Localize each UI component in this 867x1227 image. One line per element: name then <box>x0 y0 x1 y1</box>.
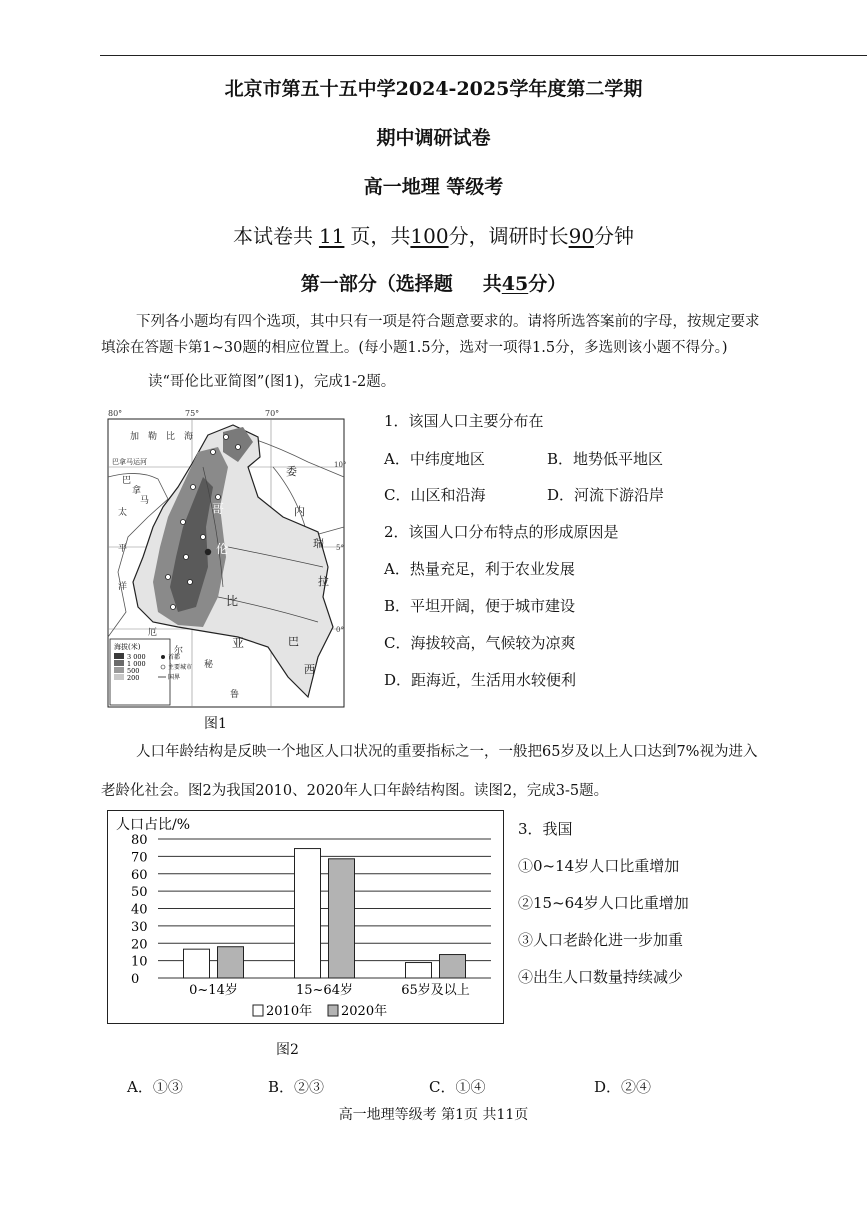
instruction-line-1: 下列各小题均有四个选项，其中只有一项是符合题意要求的。请将所选答案前的字母，按规定要求 <box>136 314 760 330</box>
duration: 90 <box>568 224 595 248</box>
legend-label: 2020年 <box>341 1004 388 1019</box>
reading-prompt-1: 读“哥伦比亚简图”(图1)，完成1-2题。 <box>148 374 396 390</box>
info-text: 本试卷共 <box>232 224 313 248</box>
info-text: 分，调研时长 <box>448 224 569 248</box>
q3-item-4: ④出生人口数量持续减少 <box>518 968 684 986</box>
q3-option-d: D．②④ <box>594 1078 652 1096</box>
place-label: 加 <box>130 432 140 442</box>
place-label: 巴拿马运河 <box>112 458 147 466</box>
y-tick-label: 0 <box>131 972 140 987</box>
instruction-line-2: 填涂在答题卡第1~30题的相应位置上。(每小题1.5分，选对一项得1.5分，多选则该小题不得分。) <box>101 340 728 356</box>
part-label: 共 <box>482 273 502 295</box>
part-one-heading <box>0 269 867 296</box>
legend-level: 3 000 <box>127 653 146 661</box>
q3-item-1: ①0~14岁人口比重增加 <box>518 857 680 875</box>
q1-option-b: B．地势低平地区 <box>547 450 664 468</box>
x-tick-label: 15~64岁 <box>296 983 353 998</box>
q1-option-d: D．河流下游沿岸 <box>547 486 665 504</box>
lat-label: 5° <box>336 544 344 552</box>
y-tick-label: 70 <box>131 850 148 866</box>
place-label: 巴 <box>288 635 299 648</box>
q2-option-d: D．距海近，生活用水较便利 <box>384 671 577 689</box>
part-label: 第一部分（选择题 <box>300 273 453 295</box>
figure-2-chart <box>107 810 504 1024</box>
q1-option-c: C．山区和沿海 <box>384 486 486 504</box>
place-label: 巴 <box>122 476 132 486</box>
q2-option-c: C．海拔较高，气候较为凉爽 <box>384 634 576 652</box>
info-text: 页，共 <box>350 224 411 248</box>
q3-option-c: C．①④ <box>429 1078 486 1096</box>
bar-2010年-0~14岁 <box>184 949 210 978</box>
part-label: 分） <box>528 273 567 295</box>
figure-1-caption: 图1 <box>204 716 227 732</box>
place-label: 厄 <box>148 628 158 638</box>
place-label: 瑞 <box>313 537 324 550</box>
total-score: 100 <box>410 224 449 248</box>
top-rule <box>100 55 867 56</box>
place-label: 哥 <box>212 502 225 516</box>
lon-label: 70° <box>265 409 280 418</box>
page-count: 11 <box>318 224 345 248</box>
place-label: 伦 <box>216 542 229 556</box>
q1-option-a: A．中纬度地区 <box>384 450 485 468</box>
q3-item-3: ③人口老龄化进一步加重 <box>518 931 684 949</box>
q2-option-b: B．平坦开阔，便于城市建设 <box>384 597 576 615</box>
y-tick-label: 60 <box>131 867 148 883</box>
q2-option-a: A．热量充足，利于农业发展 <box>384 560 575 578</box>
place-label: 内 <box>294 505 305 518</box>
bar-2010年-65岁及以上 <box>406 963 432 978</box>
legend-label: 2010年 <box>266 1004 313 1019</box>
legend-swatch <box>253 1005 263 1016</box>
colombia-map <box>108 407 347 707</box>
lon-label: 75° <box>185 409 200 418</box>
legend-level: 200 <box>127 674 140 682</box>
place-label: 尔 <box>174 646 184 656</box>
legend-level: 500 <box>127 667 140 675</box>
y-axis-label: 人口占比/% <box>116 817 191 833</box>
place-label: 勒 <box>148 432 158 442</box>
q2-stem: 2．该国人口分布特点的形成原因是 <box>384 523 619 541</box>
info-text: 分钟 <box>594 224 635 248</box>
place-label: 西 <box>304 663 315 676</box>
q3-option-b: B．②③ <box>268 1078 325 1096</box>
lat-label: 0° <box>336 626 344 634</box>
place-label: 拉 <box>318 575 329 588</box>
legend-title: 海拔(米) <box>114 643 141 651</box>
figure-2-caption: 图2 <box>276 1042 299 1058</box>
y-tick-label: 30 <box>131 919 148 935</box>
capital-marker <box>205 549 211 555</box>
y-tick-label: 10 <box>131 954 148 970</box>
q3-option-a: A．①③ <box>127 1078 183 1096</box>
bar-2020年-0~14岁 <box>218 947 244 978</box>
place-label: 鲁 <box>230 690 240 700</box>
page-footer: 高一地理等级考 第1页 共11页 <box>338 1107 529 1123</box>
legend-capital: 首都 <box>168 654 181 661</box>
legend-level: 1 000 <box>127 660 146 668</box>
place-label: 洋 <box>118 582 128 592</box>
y-tick-label: 40 <box>131 902 148 918</box>
place-label: 比 <box>226 594 239 608</box>
place-label: 亚 <box>232 636 245 650</box>
age-structure-chart <box>108 811 503 1023</box>
bar-2020年-65岁及以上 <box>440 955 466 978</box>
bar-2020年-15~64岁 <box>329 859 355 978</box>
x-tick-label: 0~14岁 <box>189 983 238 998</box>
part-score: 45 <box>501 273 529 295</box>
place-label: 海 <box>184 432 194 442</box>
y-tick-label: 50 <box>131 885 148 901</box>
y-tick-label: 20 <box>131 937 148 953</box>
intro2-line-2: 老龄化社会。图2为我国2010、2020年人口年龄结构图。读图2，完成3-5题。 <box>101 783 609 799</box>
exam-info <box>0 220 867 249</box>
legend-swatch <box>328 1005 338 1016</box>
exam-school-title: 北京市第五十五中学2024-2025学年度第二学期 <box>224 78 643 100</box>
place-label: 平 <box>118 544 128 554</box>
place-label: 拿 <box>132 486 142 496</box>
y-tick-label: 80 <box>131 833 148 848</box>
legend-border: 国界 <box>168 674 181 681</box>
bar-2010年-15~64岁 <box>295 849 321 978</box>
q1-stem: 1．该国人口主要分布在 <box>384 412 544 430</box>
exam-type-title: 期中调研试卷 <box>376 127 491 149</box>
place-label: 委 <box>286 465 297 478</box>
place-label: 马 <box>140 496 150 506</box>
intro2-line-1: 人口年龄结构是反映一个地区人口状况的重要指标之一，一般把65岁及以上人口达到7%视为进入 <box>136 744 758 760</box>
legend-city: 主要城市 <box>168 664 193 671</box>
subject-title: 高一地理 等级考 <box>363 176 504 198</box>
lon-label: 80° <box>108 409 123 418</box>
q3-stem: 3．我国 <box>518 820 573 838</box>
place-label: 秘 <box>204 660 214 670</box>
lat-label: 10° <box>334 461 347 469</box>
q3-item-2: ②15~64岁人口比重增加 <box>518 894 689 912</box>
x-tick-label: 65岁及以上 <box>401 983 470 998</box>
place-label: 比 <box>166 432 176 442</box>
place-label: 太 <box>118 508 128 518</box>
